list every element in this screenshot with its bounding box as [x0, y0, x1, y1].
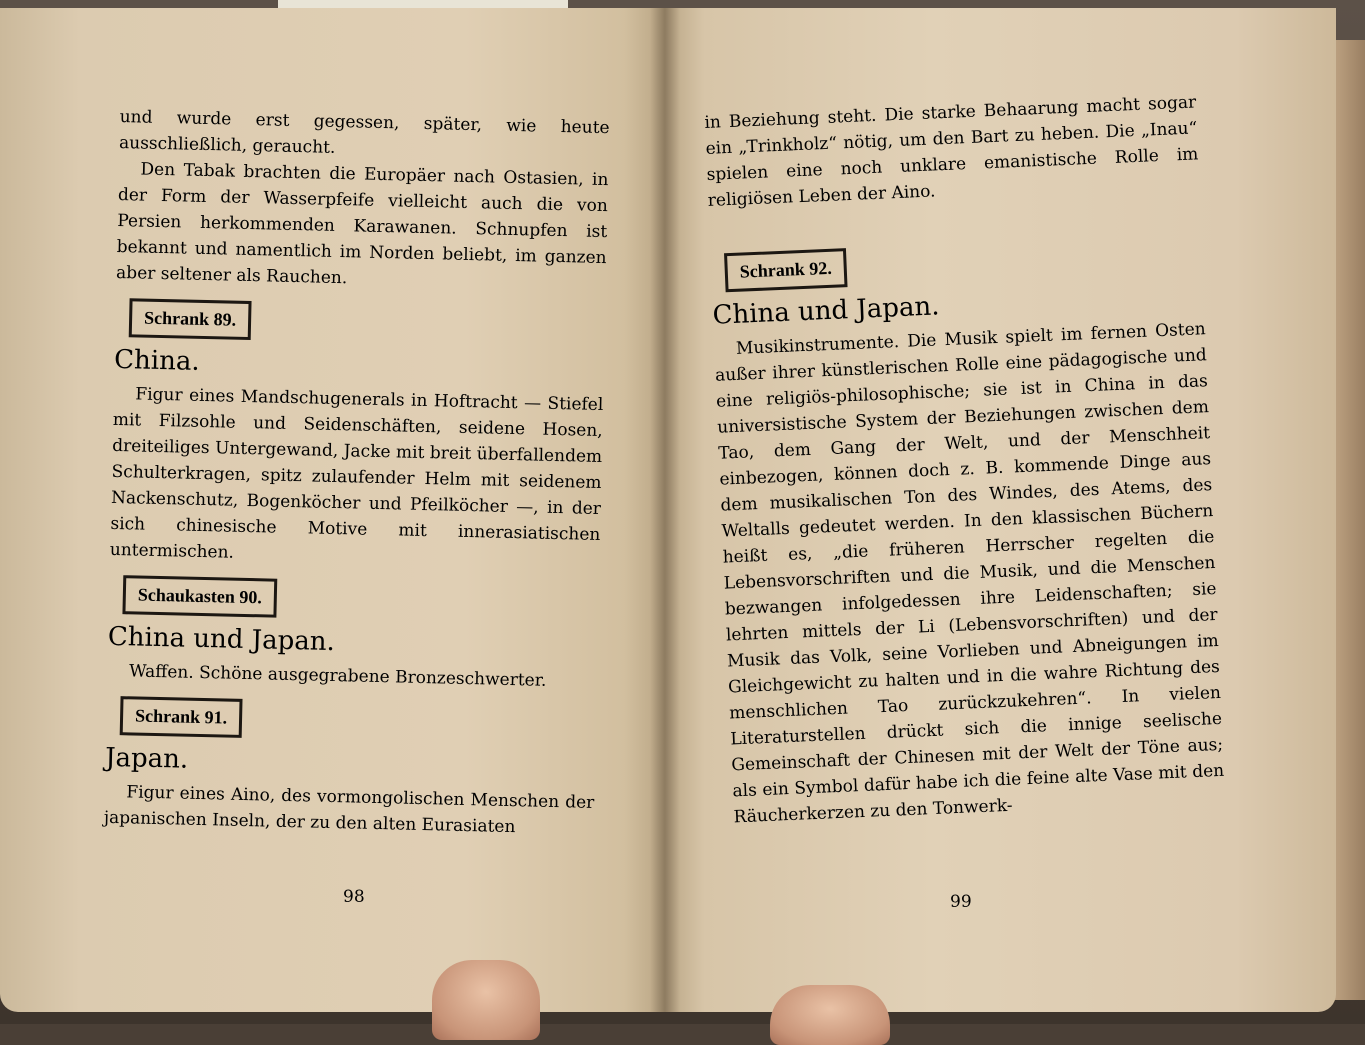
right-page-text — [704, 89, 1226, 830]
thumb-right — [770, 985, 890, 1045]
section-text: Figur eines Mandschugenerals in Hoftracht — Stiefel mit Filzsohle und Seidenschäften, seidene Hosen, dreiteiliges Untergewand, Jacke mit breit überfallendem Schulterkragen, spitz zulaufender Helm mit seidenem Nackenschutz, Bogenköcher und Pfeilköcher —, in der sich chinesische Motive mit innerasiatischen untermischen. — [109, 384, 604, 563]
paragraph-tabak: Den Tabak brachten die Europäer nach Ostasien, in der Form der Wasserpfeife vielleicht auch die von Persien herkommenden Karawanen. Schnupfen ist bekannt und namentlich im Norden beliebt, im ganzen aber seltener als Rauchen. — [115, 159, 609, 289]
section-text: Figur eines Aino, des vormongolischen Menschen der japanischen Inseln, der zu den alten Eurasiaten — [103, 782, 595, 838]
section-heading: Japan. — [104, 742, 189, 775]
section-label-box: Schrank 92. — [724, 248, 848, 292]
book-gutter — [650, 8, 680, 1012]
section-text: Musikinstrumente. Die Musik spielt im fernen Osten außer ihrer künstlerischen Rolle eine pädagogische und eine religiös-philosophische; sie ist in China in das universistische System der Beziehungen zwischen dem Tao, dem Gang der Welt, und der Menschheit einbezogen, können doch z. B. kommende Dinge aus dem musikalischen Ton des Windes, des Atems, des Weltalls gedeutet werden. In den klassischen Büchern heißt es, „die früheren Herrscher regelten die Lebensvorschriften und die Musik, und die Menschen bezwangen infolgedessen ihre Leidenschaften; sie lehrten mittels der Li (Lebensvorschriften) und der Musik das Volk, seine Vorlieben und Abneigungen im Gleichgewicht zu halten und in die wahre Richtung des menschlichen Tao zurückzukehren“. In vielen Literaturstellen drückt sich die innige seelische Gemeinschaft der Chinesen mit der Welt der Töne aus; als ein Symbol dafür habe ich die feine alte Vase mit den Räucherkerzen zu den Tonwerk- — [714, 319, 1225, 828]
section-heading: China und Japan. — [711, 291, 941, 331]
section-label-box: Schaukasten 90. — [122, 575, 277, 617]
thumb-left — [432, 960, 540, 1040]
page-number-left: 98 — [343, 887, 365, 907]
section-heading: China und Japan. — [107, 621, 336, 658]
section-text: Waffen. Schöne ausgegrabene Bronzeschwerter. — [128, 661, 547, 691]
section-label-box: Schrank 91. — [120, 696, 243, 738]
left-page-text — [104, 104, 610, 842]
continuation-text: und wurde erst gegessen, später, wie heute ausschließlich, geraucht. — [118, 106, 610, 158]
page-number-right: 99 — [950, 892, 972, 912]
continuation-text: in Beziehung steht. Die starke Behaarung macht sogar ein „Trinkholz“ nötig, um den Bart zu heben. Die „Inau“ spielen eine noch unklare emanistische Rolle im religiösen Leben der Aino. — [704, 92, 1199, 211]
section-heading: China. — [113, 344, 200, 377]
section-label-box: Schrank 89. — [129, 298, 252, 340]
